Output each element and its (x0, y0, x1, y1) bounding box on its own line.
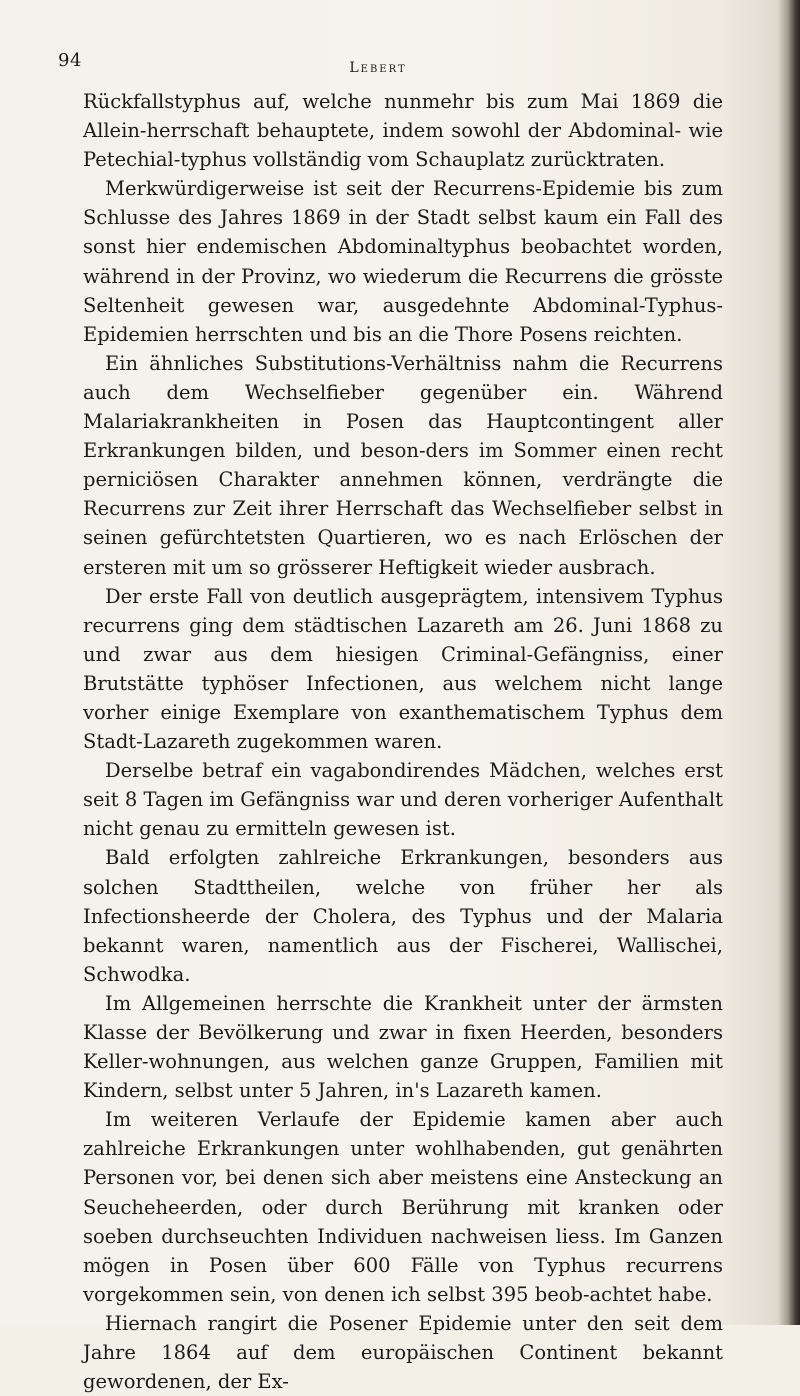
page-edge-shadow (778, 0, 800, 1325)
page-header (58, 40, 698, 80)
paragraph-7: Im Allgemeinen herrschte die Krankheit unter der ärmsten Klasse der Bevölkerung und zwar in fixen Heerden, besonders Keller-wohnungen, aus welchen ganze Gruppen, Familien mit Kindern, selbst unter 5 Jahren, in's Lazareth kamen. (83, 991, 723, 1103)
page-number: 94 (58, 50, 82, 71)
paragraph-8: Im weiteren Verlaufe der Epidemie kamen aber auch zahlreiche Erkrankungen unter wohlhabenden, gut genährten Personen vor, bei denen sich aber meistens eine Ansteckung an Seucheheerden, oder durch Berührung mit kranken oder soeben durchseuchten Individuen nachweisen liess. Im Ganzen mögen in Posen über 600 Fälle von Typhus recurrens vorgekommen sein, von denen ich selbst 395 beob-achtet habe. (83, 1108, 723, 1306)
paragraph-4: Der erste Fall von deutlich ausgeprägtem, intensivem Typhus recurrens ging dem städtischen Lazareth am 26. Juni 1868 zu und zwar aus dem hiesigen Criminal-Gefängniss, einer Brutstätte typhöser Infectionen, aus welchem nicht lange vorher einige Exemplare von exanthematischem Typhus dem Stadt-Lazareth zugekommen waren. (83, 584, 723, 754)
paragraph-5: Derselbe betraf ein vagabondirendes Mädchen, welches erst seit 8 Tagen im Gefängniss war und deren vorheriger Aufenthalt nicht genau zu ermitteln gewesen ist. (83, 759, 723, 841)
paragraph-3: Ein ähnliches Substitutions-Verhältniss nahm die Recurrens auch dem Wechselfieber gegenüber ein. Während Malariakrankheiten in Posen das Hauptcontingent aller Erkrankungen bilden, und beson-ders im Sommer einen recht perniciösen Charakter annehmen können, verdrängte die Recurrens zur Zeit ihrer Herrschaft das Wechselfieber selbst in seinen gefürchtetsten Quartieren, wo es nach Erlöschen der ersteren mit um so grösserer Heftigkeit wieder ausbrach. (83, 351, 723, 579)
paragraph-6: Bald erfolgten zahlreiche Erkrankungen, besonders aus solchen Stadttheilen, welche von früher her als Infectionsheerde der Cholera, des Typhus und der Malaria bekannt waren, namentlich aus der Fischerei, Wallischei, Schwodka. (83, 846, 723, 986)
paragraph-1: Rückfallstyphus auf, welche nunmehr bis zum Mai 1869 die Allein-herrschaft behauptete, indem sowohl der Abdominal- wie Petechial-typhus vollständig vom Schauplatz zurücktraten. (83, 90, 723, 172)
paragraph-9: Hiernach rangirt die Posener Epidemie unter den seit dem Jahre 1864 auf dem europäischen Continent bekannt gewordenen, der Ex- (83, 1311, 723, 1394)
body-text (83, 87, 723, 1396)
running-head: Lebert (349, 60, 407, 76)
paragraph-2: Merkwürdigerweise ist seit der Recurrens-Epidemie bis zum Schlusse des Jahres 1869 in der Stadt selbst kaum ein Fall des sonst hier endemischen Abdominaltyphus beobachtet worden, während in der Provinz, wo wiederum die Recurrens die grösste Seltenheit gewesen war, ausgedehnte Abdominal-Typhus-Epidemien herrschten und bis an die Thore Posens reichten. (83, 177, 723, 346)
